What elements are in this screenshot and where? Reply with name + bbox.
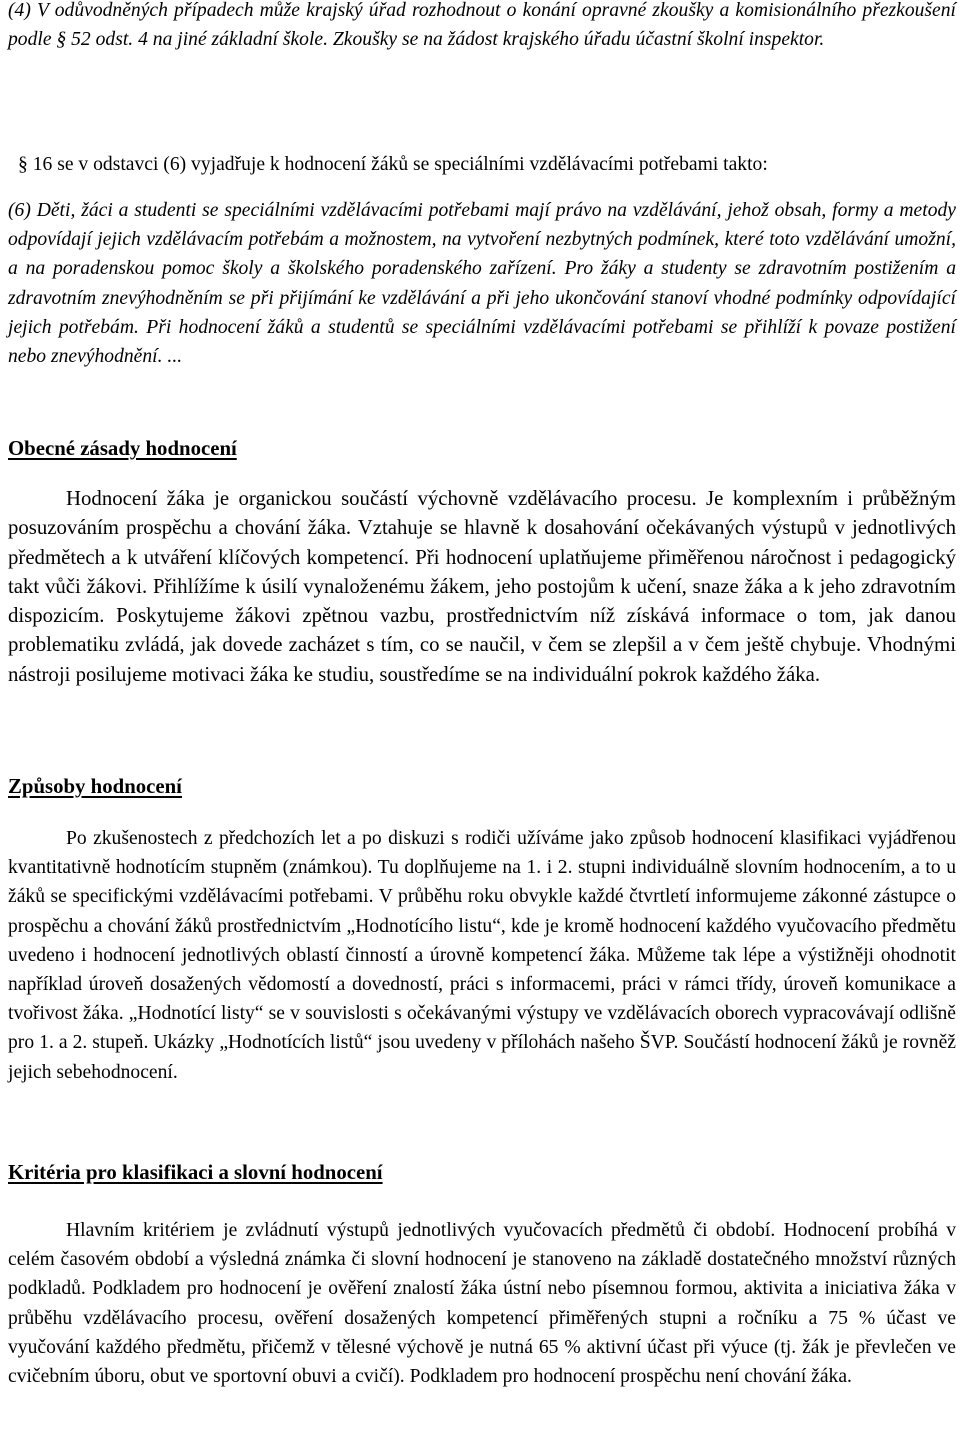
paragraph-evaluation-methods: Po zkušenostech z předchozích let a po diskuzi s rodiči užíváme jako způsob hodnocení klasifikaci vyjádřenou kvantitativně hodnotícím stupněm (známkou). Tu doplňujeme na 1. i 2. stupni individuálně slovním hodnocením, a to u žáků se specifickými vzdělávacími potřebami. V průběhu roku obvykle každé čtvrtletí informujeme zákonné zástupce o prospěchu a chování žáků prostřednictvím „Hodnotícího listu“, kde je kromě hodnocení každého vyučovacího předmětu uvedeno i hodnocení jednotlivých oblastí činností a úrovně kompetencí žáka. Můžeme tak lépe a výstižněji ohodnotit například úroveň dosažených vědomostí a dovedností, práci s informacemi, práci v rámci třídy, úroveň komunikace a tvořivost žáka. „Hodnotící listy“ se v souvislosti s očekávanými výstupy ve vzdělávacích oborech vypracovávají odlišně pro 1. a 2. stupeň. Ukázky „Hodnotících listů“ jsou uvedeny v přílohách našeho ŠVP. Součástí hodnocení žáků je rovněž jejich sebehodnocení.: [8, 828, 956, 1083]
heading-classification-criteria: Kritéria pro klasifikaci a slovní hodnocení: [8, 1161, 383, 1184]
paragraph-intro: (4) V odůvodněných případech může krajský úřad rozhodnout o konání opravné zkoušky a komisionálního přezkoušení podle § 52 odst. 4 na jiné základní škole. Zkoušky se na žádost krajského úřadu účastní školní inspektor.: [8, 0, 956, 51]
heading-evaluation-methods: Způsoby hodnocení: [8, 775, 182, 798]
heading-general-principles: Obecné zásady hodnocení: [8, 437, 237, 460]
paragraph-general-principles: Hodnocení žáka je organickou součástí výchovně vzdělávacího procesu. Je komplexním i průběžným posuzováním prospěchu a chování žáka. Vztahuje se hlavně k dosahování očekávaných výstupů v jednotlivých předmětech a k utváření klíčových kompetencí. Při hodnocení uplatňujeme přiměřenou náročnost i pedagogický takt vůči žákovi. Přihlížíme k úsilí vynaloženému žákem, jeho postojům k učení, snaze žáka a k jeho zdravotním dispozicím. Poskytujeme žákovi zpětnou vazbu, prostřednictvím níž získává informace o tom, jak danou problematiku zvládá, jak dovede zacházet s tím, co se naučil, v čem se zlepšil a v čem ještě chybuje. Vhodnými nástroji posilujeme motivaci žáka ke studiu, soustředíme se na individuální pokrok každého žáka.: [8, 487, 956, 686]
paragraph-classification-criteria: Hlavním kritériem je zvládnutí výstupů jednotlivých vyučovacích předmětů či období. Hodnocení probíhá v celém časovém období a výsledná známka či slovní hodnocení je stanoveno na základě dostatečného množství různých podkladů. Podkladem pro hodnocení je ověření znalostí žáka ústní nebo písemnou formou, aktivita a iniciativa žáka v průběhu vzdělávacího procesu, ověření dosažených kompetencí přiměřených stupni a ročníku a 75 % účast ve vyučování každého předmětu, přičemž v tělesné výchově je nutná 65 % aktivní účast při výuce (tj. žák je převlečen ve cvičebním úboru, obut ve sportovní obuvi a cvičí). Podkladem pro hodnocení prospěchu není chování žáka.: [8, 1220, 956, 1388]
paragraph-special-needs: (6) Děti, žáci a studenti se speciálními vzdělávacími potřebami mají právo na vzdělávání, jehož obsah, formy a metody odpovídají jejich vzdělávacím potřebám a možnostem, na vytvoření nezbytných podmínek, které toto vzdělávání umožní, a na poradenskou pomoc školy a školského poradenského zařízení. Pro žáky a studenty se zdravotním postižením a zdravotním znevýhodněním se při přijímání ke vzdělávání a při jeho ukončování stanoví vhodné podmínky odpovídající jejich potřebám. Při hodnocení žáků a studentů se speciálními vzdělávacími potřebami se přihlíží k povaze postižení nebo znevýhodnění. ...: [8, 200, 956, 368]
paragraph-amendment: § 16 se v odstavci (6) vyjadřuje k hodnocení žáků se speciálními vzdělávacími potřebami takto:: [18, 154, 768, 175]
